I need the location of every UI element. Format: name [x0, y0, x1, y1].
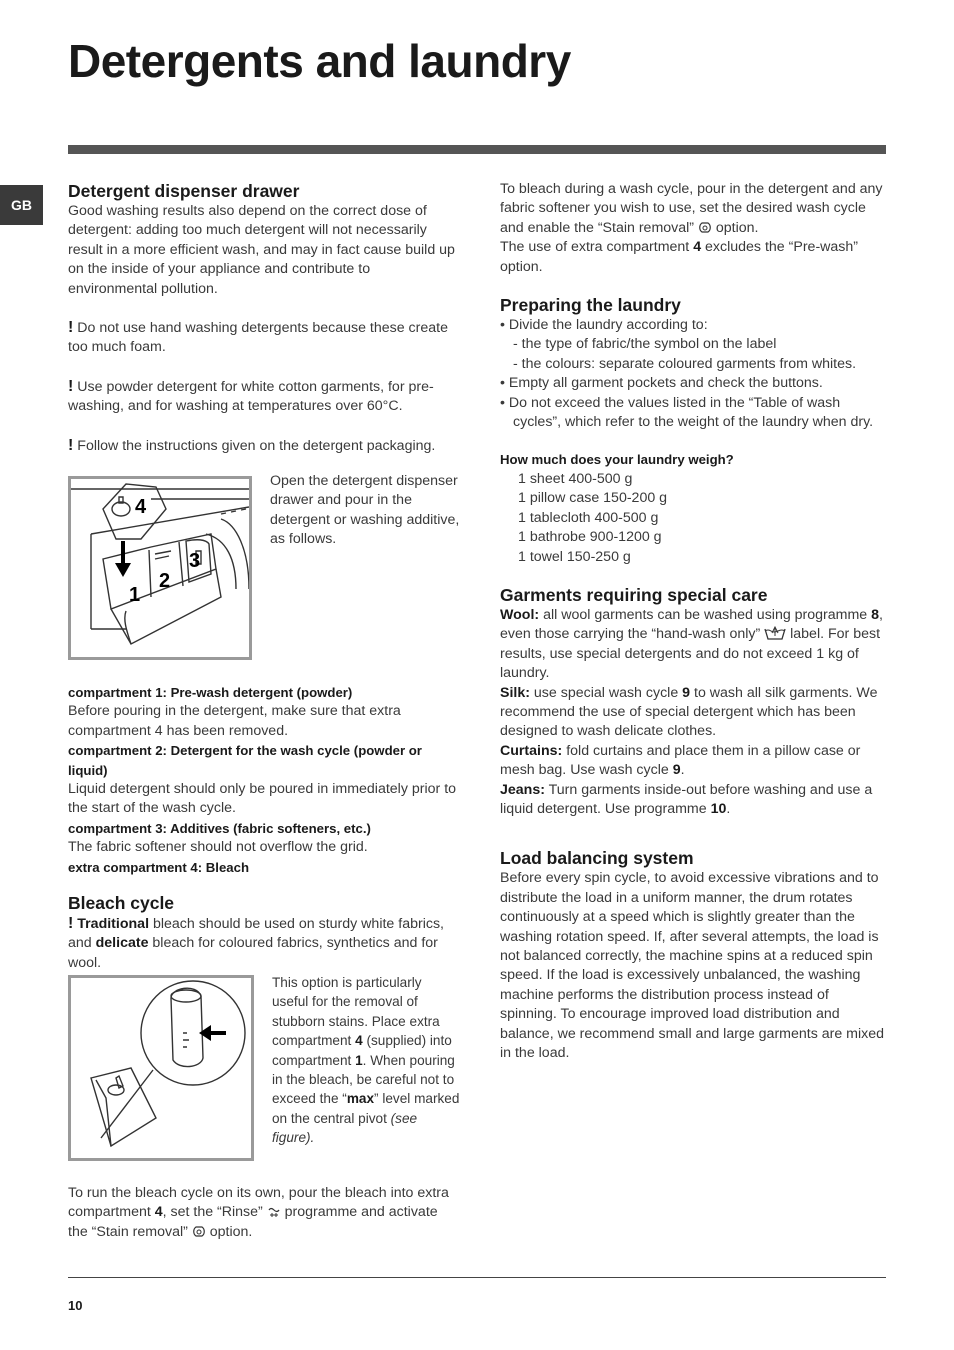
header-rule — [68, 145, 886, 154]
curtains-text: Curtains: fold curtains and place them in a pillow case or mesh bag. Use wash cycle 9. — [500, 742, 861, 779]
dispenser-figure-caption: Open the detergent dispenser drawer and pour in the detergent or washing additive, as follows. — [270, 473, 460, 548]
load-balancing-text: Before every spin cycle, to avoid excessive vibrations and to distribute the load in a uniform manner, the drum rotates continuously at a speed which is slightly greater than the washing rotation speed. If, after several attempts, the load is not balanced correctly, the machine spins at a reduced spin speed. If the load is excessively unbalanced, the washing machine performs the distribution process instead of spinning. To encourage improved load distribution and balance, we recommend small and large garments are mixed in the load. — [500, 870, 885, 1062]
bleach-alone-paragraph: To run the bleach cycle on its own, pour the bleach into extra compartment 4, set the “Rinse” programme and activate the “Stain removal” option. — [68, 1185, 449, 1240]
preparing-bullet-1: • Divide the laundry according to: — [500, 317, 708, 334]
silk-text: Silk: use special wash cycle 9 to wash all silk garments. We recommend the use of special detergent which has been designed to wash delicate clothes. — [500, 684, 878, 740]
label-1: 1 — [129, 584, 141, 606]
dispenser-heading: Detergent dispenser drawer — [68, 181, 300, 201]
language-tab: GB — [0, 185, 43, 225]
label-2: 2 — [159, 570, 171, 592]
weigh-item: 1 sheet 400-500 g — [518, 470, 633, 487]
special-care-heading: Garments requiring special care — [500, 584, 768, 605]
bleach-during-wash: To bleach during a wash cycle, pour in the detergent and any fabric softener you wish to use, set the desired wash cycle and enable the “Stain removal” option. — [500, 181, 883, 236]
extra-compartment-note: The use of extra compartment 4 excludes the “Pre-wash” option. — [500, 239, 859, 275]
preparing-sub-1: - the type of fabric/the symbol on the label — [513, 336, 777, 353]
rinse-icon — [267, 1204, 281, 1218]
weigh-item: 1 bathrobe 900-1200 g — [518, 529, 662, 546]
compartment-4-heading: extra compartment 4: Bleach — [68, 859, 250, 875]
weigh-item: 1 pillow case 150-200 g — [518, 490, 668, 507]
weigh-heading: How much does your laundry weigh? — [500, 452, 734, 468]
exclamation-icon: ! — [68, 319, 74, 337]
dispenser-drawer-figure — [68, 476, 252, 660]
left-column — [68, 180, 458, 456]
right-column — [500, 180, 888, 1063]
compartment-3-heading: compartment 3: Additives (fabric softeners, etc.) — [68, 820, 371, 836]
exclamation-icon: ! — [68, 377, 74, 395]
bleach-compartment-illustration — [71, 978, 251, 1158]
bleach-intro: ! Traditional bleach should be used on sturdy white fabrics, and delicate bleach for coloured fabrics, synthetics and for wool. — [68, 915, 444, 971]
weigh-item: 1 towel 150-250 g — [518, 548, 631, 565]
weigh-item: 1 tablecloth 400-500 g — [518, 509, 659, 526]
preparing-bullet-3: • Do not exceed the values listed in the “Table of wash cycles”, which refer to the weight of the laundry when dry. — [500, 394, 874, 431]
warning-3: ! Follow the instructions given on the detergent packaging. — [68, 436, 436, 454]
page-title: Detergents and laundry — [68, 35, 571, 87]
load-balancing-heading: Load balancing system — [500, 848, 694, 869]
bleach-figure-caption: This option is particularly useful for the removal of stubborn stains. Place extra compartment 4 (supplied) into compartment 1. When pouring in the bleach, be careful not to exceed the “max” level marked on the central pivot (see figure). — [272, 975, 460, 1146]
compartment-2-text: Liquid detergent should only be poured in immediately prior to the start of the wash cycle. — [68, 781, 457, 817]
label-3: 3 — [189, 550, 201, 572]
compartment-1-text: Before pouring in the detergent, make sure that extra compartment 4 has been removed. — [68, 703, 401, 739]
preparing-heading: Preparing the laundry — [500, 295, 681, 316]
wool-text: Wool: all wool garments can be washed using programme 8, even those carrying the “hand-wash only” label. For best results, use special detergents and do not exceed 1 kg of laundry. — [500, 606, 883, 682]
exclamation-icon: ! — [68, 436, 74, 454]
dispenser-drawer-illustration — [71, 479, 249, 657]
compartments-section — [68, 683, 460, 877]
preparing-bullet-2: • Empty all garment pockets and check the buttons. — [500, 375, 823, 392]
preparing-sub-2: - the colours: separate coloured garments from whites. — [513, 355, 857, 372]
compartment-3-text: The fabric softener should not overflow the grid. — [68, 839, 368, 856]
compartment-1-heading: compartment 1: Pre-wash detergent (powder) — [68, 685, 353, 700]
page-number: 10 — [68, 1298, 83, 1313]
bleach-section — [68, 892, 460, 973]
dispenser-intro: Good washing results also depend on the correct dose of detergent: adding too much detergent will not necessarily result in a more efficient wash, and may in fact cause build up on the inside of your appliance and contribute to environmental pollution. — [68, 203, 455, 297]
bleach-compartment-figure — [68, 975, 254, 1161]
exclamation-icon: ! — [68, 915, 74, 932]
warning-2: ! Use powder detergent for white cotton garments, for pre-washing, and for washing at temperatures over 60°C. — [68, 377, 434, 415]
footer-rule — [68, 1277, 886, 1278]
warning-1: ! Do not use hand washing detergents because these create too much foam. — [68, 319, 448, 356]
jeans-text: Jeans: Turn garments inside-out before washing and use a liquid detergent. Use programme 10. — [500, 781, 873, 817]
stain-removal-icon — [192, 1224, 206, 1238]
compartment-2-heading: compartment 2: Detergent for the wash cycle (powder or liquid) — [68, 743, 422, 778]
hand-wash-icon — [764, 626, 786, 640]
label-4: 4 — [135, 496, 147, 518]
stain-removal-icon — [698, 220, 712, 234]
bleach-heading: Bleach cycle — [68, 893, 175, 913]
